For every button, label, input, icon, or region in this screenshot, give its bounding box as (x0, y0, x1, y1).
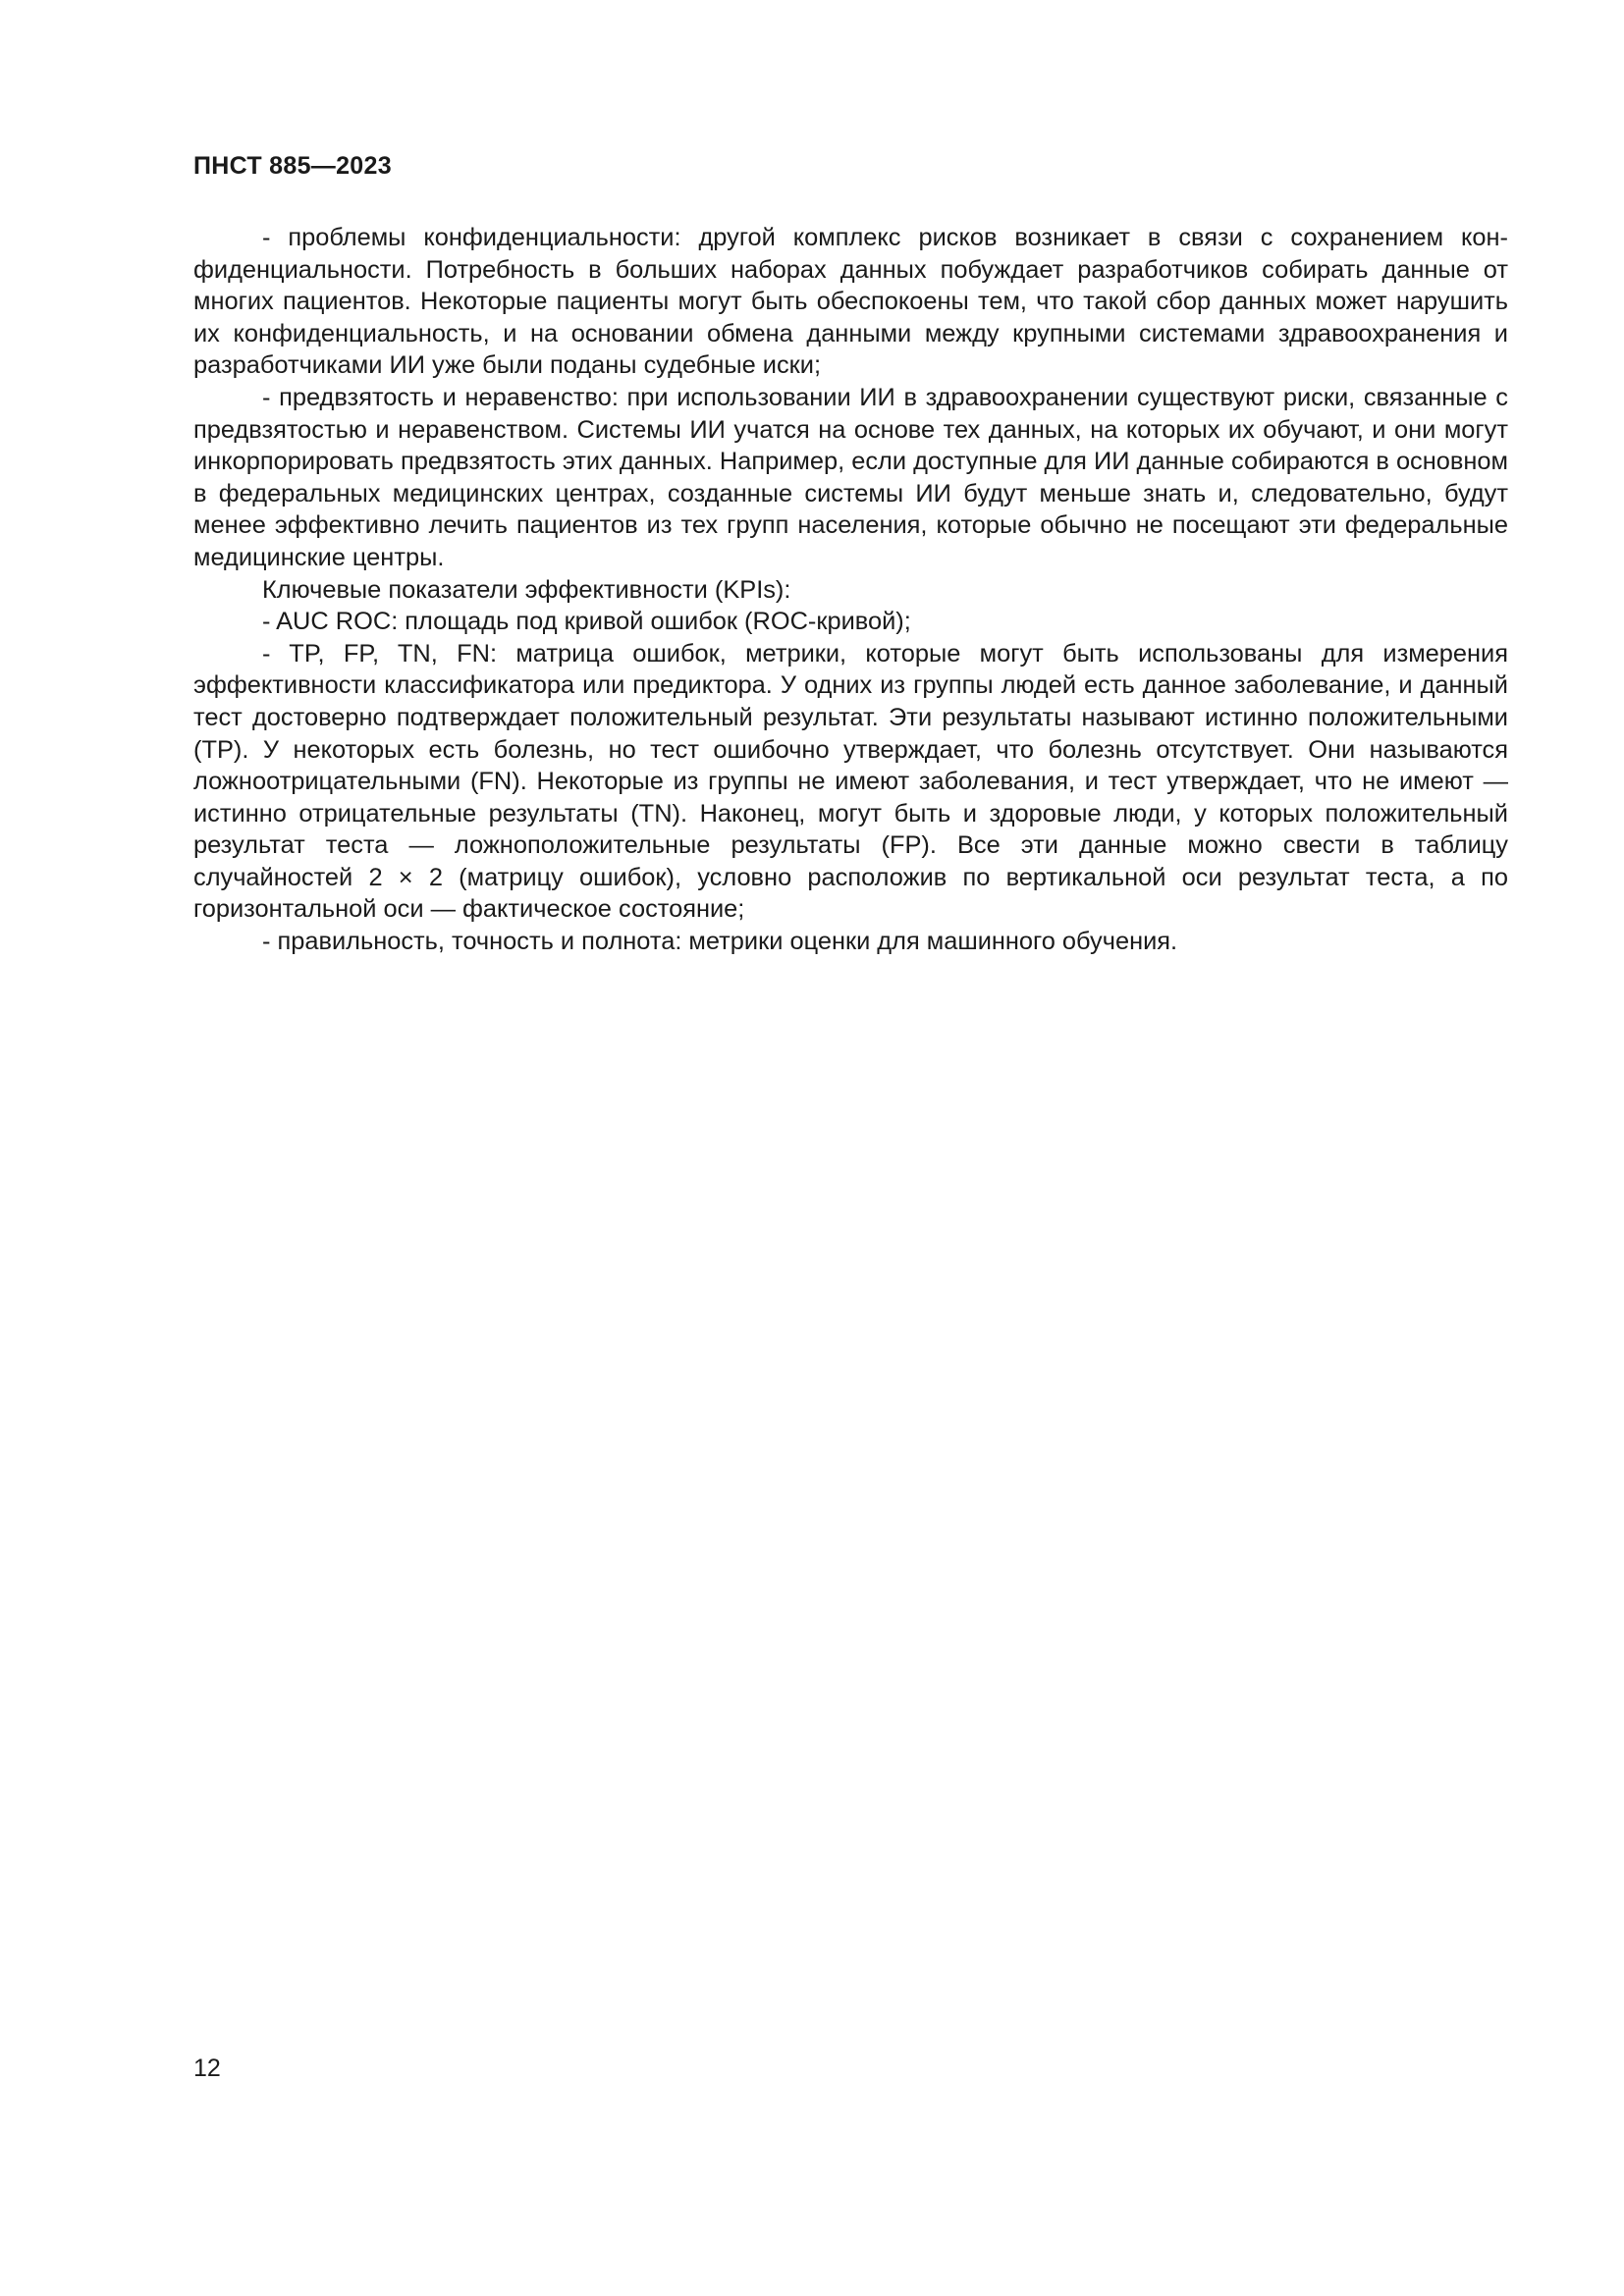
paragraph-kpis-heading: Ключевые показатели эффективности (KPIs): (262, 575, 791, 604)
paragraph-auc-roc: - AUC ROC: площадь под кривой ошибок (ROC-кривой); (262, 608, 911, 636)
document-header: ПНСТ 885—2023 (193, 152, 392, 180)
page-number: 12 (193, 2055, 221, 2082)
paragraph-accuracy-precision-recall: - правильность, точность и полнота: метрики оценки для машинного обучения. (262, 928, 1178, 956)
paragraph-bias: - предвзятость и неравенство: при использовании ИИ в здравоохранении существуют риски, связанные с предвзятостью и неравенством. Системы ИИ учатся на основе тех данных, на которых их обучают, и они могут инкорпорировать предвзятость этих данных. Например, если доступные для ИИ данные собираются в основном в федеральных медицинских центрах, созданные системы ИИ будут меньше знать и, следовательно, будут менее эффективно лечить пациентов из тех групп населения, которые обычно не посещают эти федеральные медицинские центры. (193, 383, 1508, 571)
paragraph-privacy: - проблемы конфиденциальности: другой комплекс рисков возникает в связи с сохранением конфиденциальности. Потребность в больших наборах данных побуждает разработчиков собирать данные от многих пациентов. Некоторые пациенты могут быть обеспокоены тем, что такой сбор данных может нарушить их конфиденциальность, и на основании обмена данными между крупными системами здравоохранения и разработчиками ИИ уже были поданы судебные иски; (193, 224, 1508, 380)
paragraph-confusion-matrix: - TP, FP, TN, FN: матрица ошибок, метрики, которые могут быть использованы для измерения эффективности классификатора или предиктора. У одних из группы людей есть данное заболевание, и данный тест достоверно подтверждает положительный результат. Эти результаты называют истинно положительными (TP). У некоторых есть болезнь, но тест ошибочно утверждает, что болезнь отсутствует. Они называются ложноотрицательными (FN). Некоторые из группы не имеют заболевания, и тест утверждает, что не имеют — истинно отрицательные результаты (TN). Наконец, могут быть и здоровые люди, у которых положительный результат теста — ложноположительные результаты (FP). Все эти данные можно свести в таблицу случайностей 2 × 2 (матрицу ошибок), условно расположив по вертикальной оси результат теста, а по горизонтальной оси — фактическое состояние; (193, 639, 1508, 924)
body-text (193, 222, 1508, 958)
